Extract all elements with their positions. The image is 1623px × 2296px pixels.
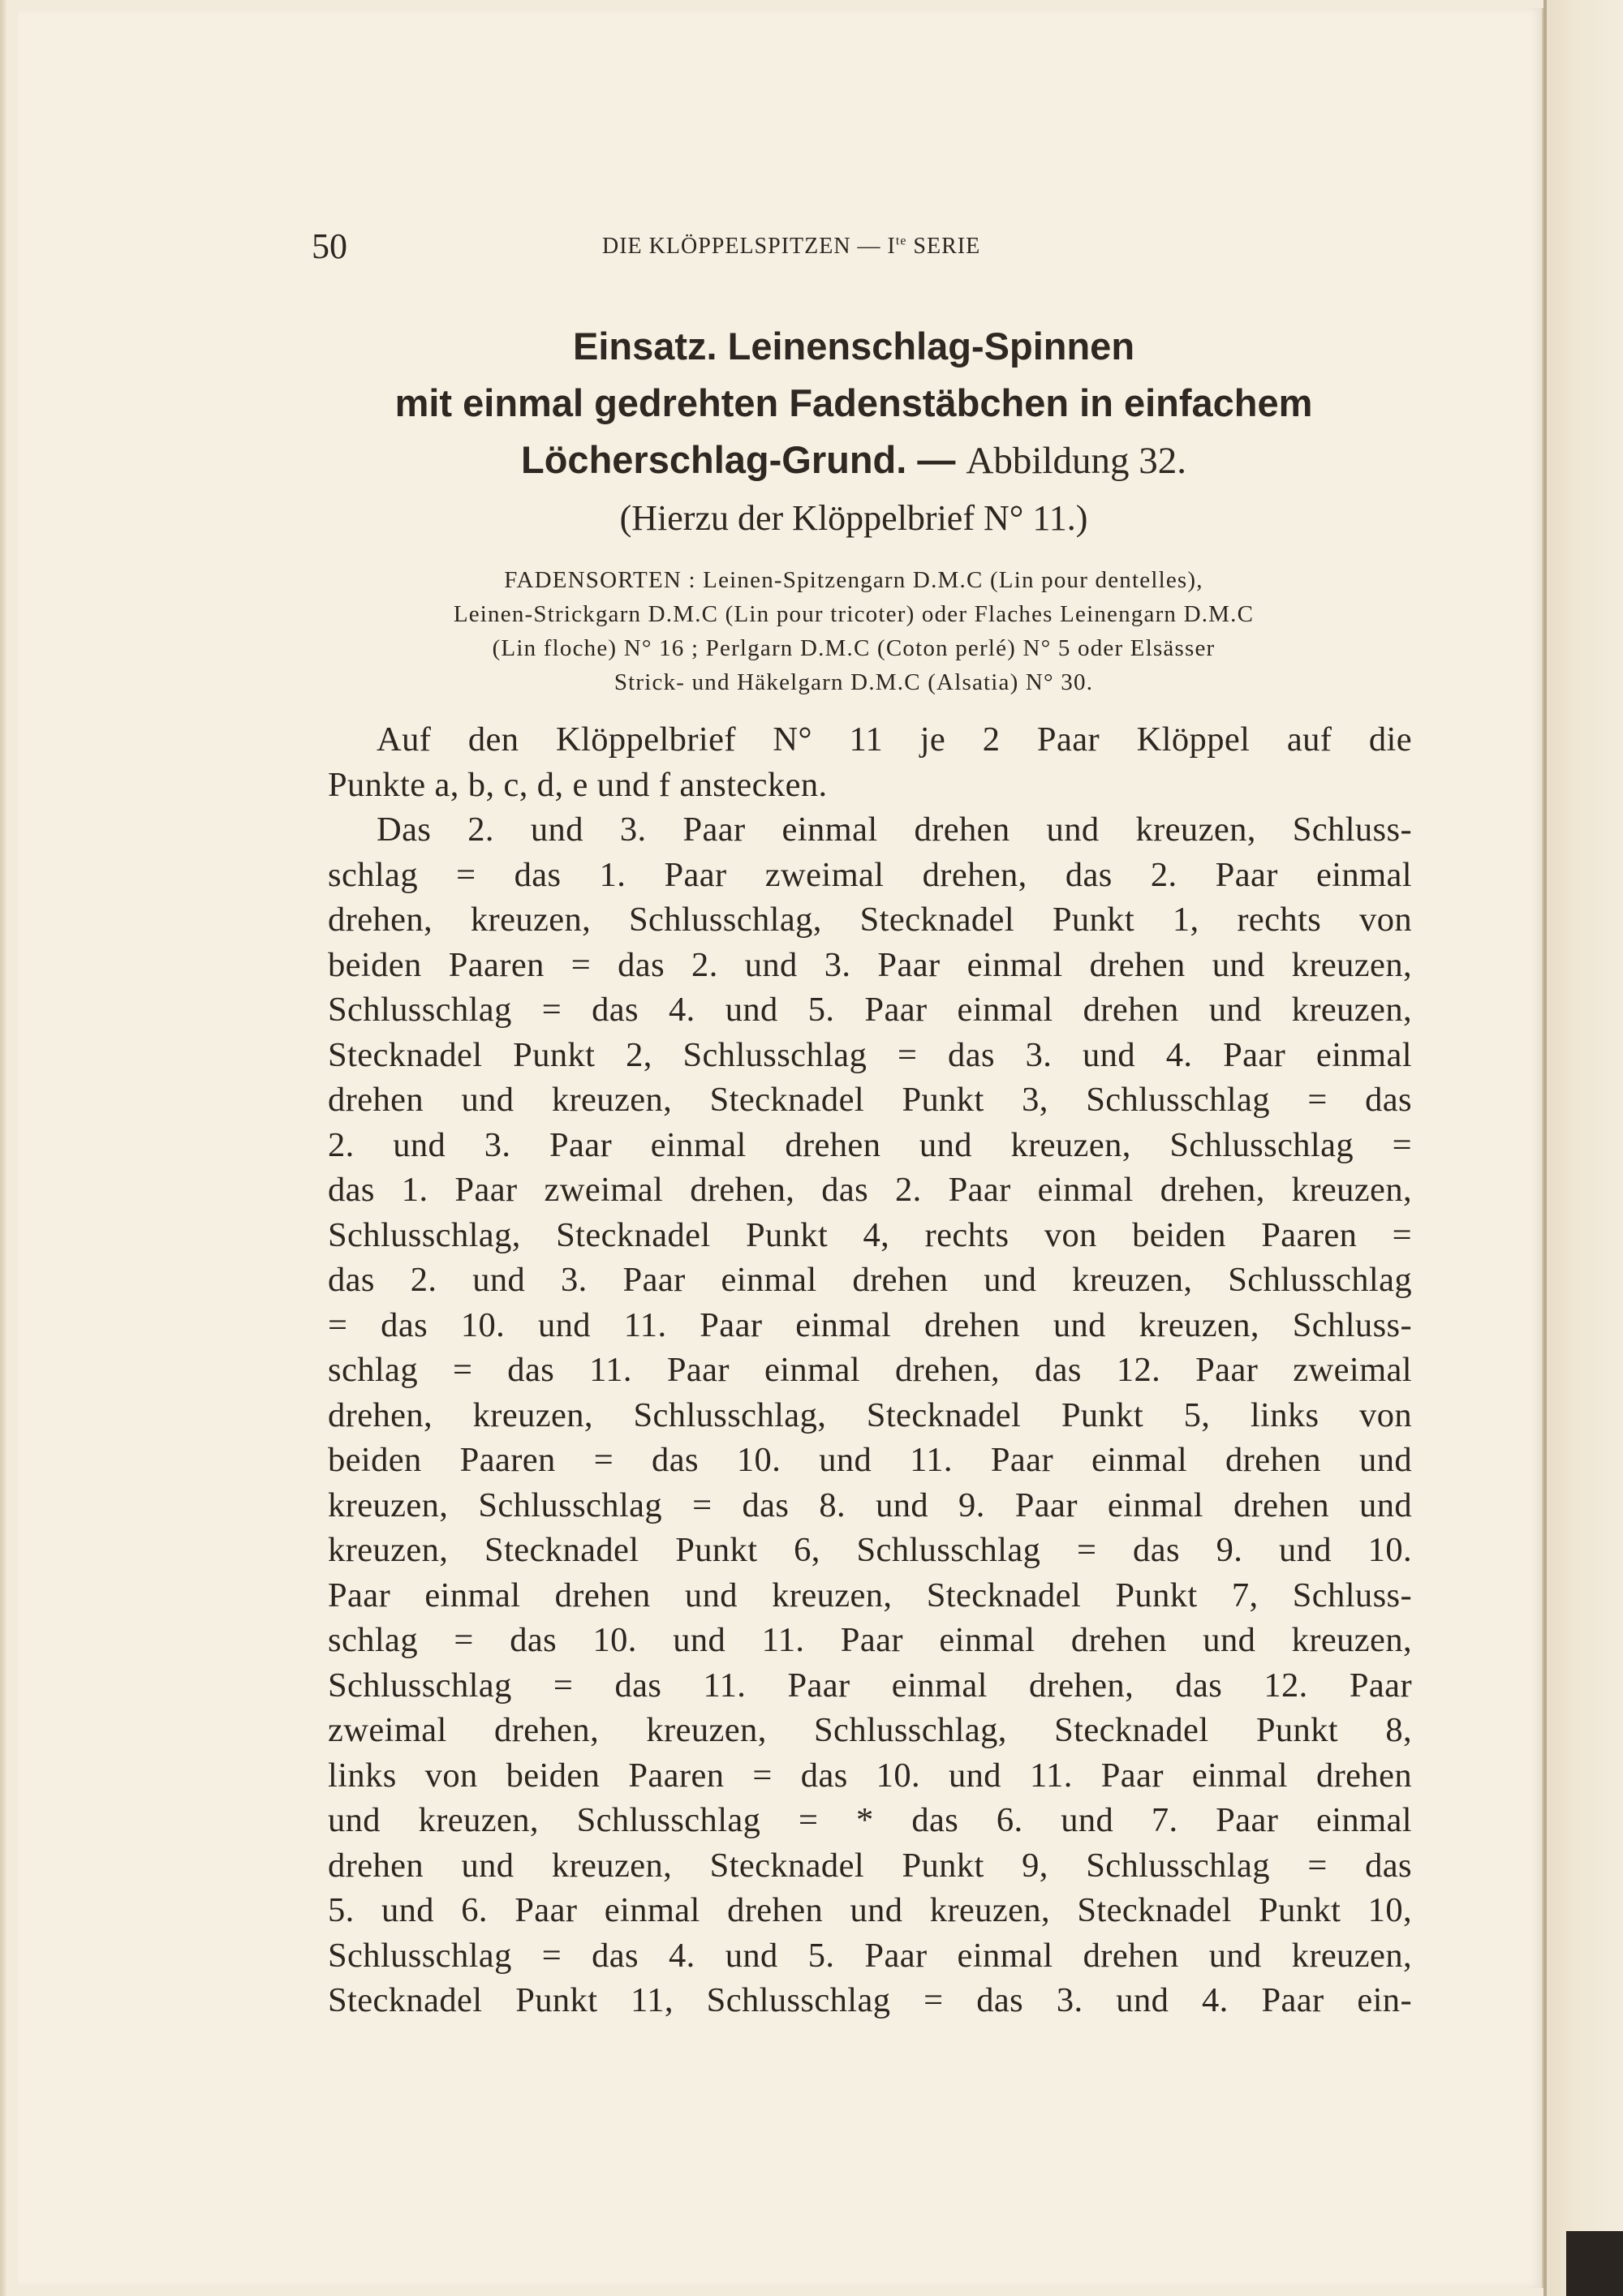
text-line: Stecknadel Punkt 2, Schlusschlag = das 3. und 4. Paar einmal <box>328 1035 1412 1074</box>
text-line: Punkte a, b, c, d, e und f anstecken. <box>328 765 828 804</box>
text-line: zweimal drehen, kreuzen, Schlusschlag, Stecknadel Punkt 8, <box>328 1711 1412 1749</box>
text-line: 5. und 6. Paar einmal drehen und kreuzen, Stecknadel Punkt 10, <box>328 1891 1412 1929</box>
text-line: drehen und kreuzen, Stecknadel Punkt 3, Schlusschlag = das <box>328 1081 1412 1119</box>
text-line: Paar einmal drehen und kreuzen, Stecknadel Punkt 7, Schluss- <box>328 1576 1412 1615</box>
text-line: drehen, kreuzen, Schlusschlag, Stecknadel Punkt 1, rechts von <box>328 901 1412 939</box>
materials-line: (Lin floche) N° 16 ; Perlgarn D.M.C (Coton perlé) N° 5 oder Elsässer <box>492 635 1216 661</box>
section-title <box>310 318 1397 544</box>
title-line-1: Einsatz. Leinenschlag-Spinnen <box>572 325 1135 368</box>
pattern-reference: (Hierzu der Klöppelbrief N° 11.) <box>619 498 1088 538</box>
instructions-body <box>328 717 1412 2023</box>
text-line: das 1. Paar zweimal drehen, das 2. Paar einmal drehen, kreuzen, <box>328 1171 1412 1209</box>
text-line: schlag = das 1. Paar zweimal drehen, das 2. Paar einmal <box>328 855 1412 894</box>
running-head-tail: SERIE <box>906 234 981 259</box>
text-line: 2. und 3. Paar einmal drehen und kreuzen, Schlusschlag = <box>328 1125 1412 1164</box>
text-line: beiden Paaren = das 10. und 11. Paar einmal drehen und <box>328 1441 1412 1479</box>
text-line: Schlusschlag = das 4. und 5. Paar einmal drehen und kreuzen, <box>328 1936 1412 1975</box>
book-page <box>18 8 1543 2288</box>
text-line: Schlusschlag = das 4. und 5. Paar einmal drehen und kreuzen, <box>328 991 1412 1029</box>
figure-reference: Abbildung 32. <box>966 440 1186 482</box>
text-line: = das 10. und 11. Paar einmal drehen und kreuzen, Schluss- <box>328 1305 1412 1344</box>
paragraph-instructions <box>328 807 1412 2023</box>
text-line: Das 2. und 3. Paar einmal drehen und kreuzen, Schluss- <box>377 810 1412 849</box>
corner-shadow <box>1566 2231 1623 2296</box>
materials-line: Leinen-Strickgarn D.M.C (Lin pour tricoter) oder Flaches Leinengarn D.M.C <box>453 601 1255 627</box>
text-line: Schlusschlag = das 11. Paar einmal drehen, das 12. Paar <box>328 1666 1412 1705</box>
text-line: Auf den Klöppelbrief N° 11 je 2 Paar Klöppel auf die <box>377 720 1412 759</box>
text-line: Stecknadel Punkt 11, Schlusschlag = das 3. und 4. Paar ein- <box>328 1981 1412 2019</box>
text-line: drehen, kreuzen, Schlusschlag, Stecknadel Punkt 5, links von <box>328 1395 1412 1434</box>
text-line: beiden Paaren = das 2. und 3. Paar einmal drehen und kreuzen, <box>328 945 1412 984</box>
title-line-2: mit einmal gedrehten Fadenstäbchen in einfachem <box>394 381 1313 424</box>
text-line: das 2. und 3. Paar einmal drehen und kreuzen, Schlusschlag <box>328 1261 1412 1299</box>
text-line: kreuzen, Schlusschlag = das 8. und 9. Paar einmal drehen und <box>328 1486 1412 1524</box>
materials-line: Strick- und Häkelgarn D.M.C (Alsatia) N° 30. <box>613 669 1094 695</box>
text-line: Schlusschlag, Stecknadel Punkt 4, rechts von beiden Paaren = <box>328 1215 1412 1254</box>
page-number: 50 <box>312 226 347 266</box>
title-line-3-sans: Löcherschlag-Grund. — <box>521 438 966 481</box>
page-header <box>18 226 1542 274</box>
gutter-shadow <box>0 0 6 2296</box>
running-head-superscript: te <box>895 234 907 248</box>
text-line: und kreuzen, Schlusschlag = * das 6. und 7. Paar einmal <box>328 1801 1412 1839</box>
text-line: schlag = das 11. Paar einmal drehen, das 12. Paar zweimal <box>328 1351 1412 1389</box>
running-head <box>602 234 980 260</box>
text-line: schlag = das 10. und 11. Paar einmal drehen und kreuzen, <box>328 1621 1412 1659</box>
text-line: links von beiden Paaren = das 10. und 11. Paar einmal drehen <box>328 1756 1412 1795</box>
materials-line: FADENSORTEN : Leinen-Spitzengarn D.M.C (Lin pour dentelles), <box>504 567 1203 593</box>
thread-materials <box>326 563 1381 699</box>
text-line: drehen und kreuzen, Stecknadel Punkt 9, Schlusschlag = das <box>328 1846 1412 1885</box>
running-head-text: DIE KLÖPPELSPITZEN — I <box>602 234 896 259</box>
paragraph-setup <box>328 717 1412 807</box>
text-line: kreuzen, Stecknadel Punkt 6, Schlusschlag = das 9. und 10. <box>328 1531 1412 1569</box>
facing-page-edge <box>1543 0 1623 2296</box>
title-line-3 <box>310 432 1397 489</box>
